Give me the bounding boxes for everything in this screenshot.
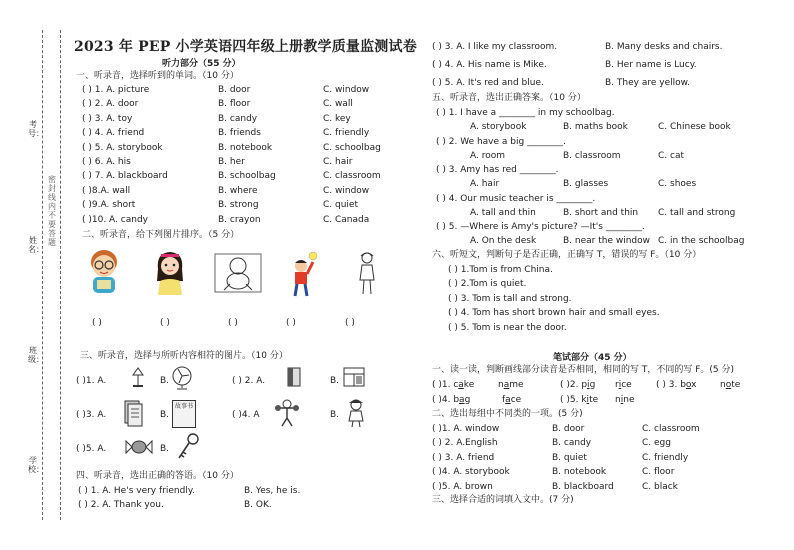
s5-q5-b: B. near the window <box>563 236 650 247</box>
margin-school-label: 学校： <box>28 456 44 474</box>
w2-item-4-c: C. floor <box>642 467 675 478</box>
candy-picture <box>124 438 154 456</box>
s5-q3-c: C. shoes <box>658 179 697 190</box>
s4-q2-b: B. OK. <box>244 500 272 510</box>
fan-picture <box>170 366 194 390</box>
section-4-title: 四、听录音，选出正确的答语。（10 分） <box>76 471 239 481</box>
order-blank-5[interactable]: ( ) <box>345 318 355 328</box>
margin-class-label: 班级： <box>28 346 44 364</box>
w2-item-1-c: C. classroom <box>642 424 700 434</box>
s6-item-4: ( ) 4. Tom has short brown hair and small eyes. <box>448 308 660 319</box>
s5-q1-c: C. Chinese book <box>658 122 731 132</box>
w2-item-3-b: B. quiet <box>552 452 587 463</box>
writing-heading: 笔试部分（45 分） <box>553 353 632 363</box>
s1-item-3-b: B. candy <box>218 113 258 124</box>
s6-item-1: ( ) 1.Tom is from China. <box>448 265 553 275</box>
key-picture <box>174 432 200 462</box>
s1-item-4-b: B. friends <box>218 128 261 139</box>
w2-item-5-b: B. blackboard <box>552 481 614 492</box>
s1-item-7-c: C. classroom <box>323 171 381 182</box>
w2-item-3-a: ( ) 3. A. friend <box>432 452 495 463</box>
s5-q5-c: C. in the schoolbag <box>658 236 745 247</box>
s1-item-2-c: C. wall <box>323 99 353 110</box>
s5-q5-a: A. On the desk <box>470 236 537 247</box>
s1-item-10-a: ( )10. A. candy <box>82 214 148 225</box>
s5-q4-b: B. short and thin <box>563 207 639 218</box>
section-6-title: 六、听短文，判断句子是否正确，正确写 T，错误的写 F。（10 分） <box>432 250 702 260</box>
w2-item-5-c: C. black <box>642 481 678 492</box>
listening-heading: 听力部分（55 分） <box>162 59 241 69</box>
w2-item-2-b: B. candy <box>552 438 592 449</box>
w2-title: 二、选出每组中不同类的一项。(5 分) <box>432 409 583 419</box>
s1-item-5-b: B. notebook <box>218 142 273 153</box>
s5-q1-b: B. maths book <box>563 122 628 132</box>
order-blank-1[interactable]: ( ) <box>92 318 102 328</box>
s4-q3-b: B. Many desks and chairs. <box>605 42 723 52</box>
w2-item-4-b: B. notebook <box>552 467 607 478</box>
w2-item-3-c: C. friendly <box>642 452 689 463</box>
w2-item-1-b: B. door <box>552 424 585 434</box>
order-blank-3[interactable]: ( ) <box>228 318 238 328</box>
s5-q3-b: B. glasses <box>563 179 609 190</box>
section-1-title: 一、听录音，选择听到的单词。（10 分） <box>76 71 239 81</box>
page-title: 2023 年 PEP 小学英语四年级上册教学质量监测试卷 <box>74 39 417 55</box>
s3-q3-b-label: B. <box>160 410 170 420</box>
door-picture <box>284 366 304 388</box>
s1-item-1-a: ( ) 1. A. picture <box>82 85 150 95</box>
s3-q2-b-label: B. <box>330 376 340 386</box>
w1-q2: ( )2. pig <box>560 380 596 390</box>
order-blank-4[interactable]: ( ) <box>286 318 296 328</box>
notebook-pile-picture <box>122 398 144 428</box>
s3-q5-b-label: B. <box>160 444 170 454</box>
boy-with-idea-picture <box>286 250 322 298</box>
s3-q2-label: ( ) 2. A. <box>232 376 266 386</box>
margin-number-label: 考号： <box>28 120 44 138</box>
s1-item-1-c: C. window <box>323 85 370 95</box>
w1-q3-word2: note <box>720 380 741 390</box>
s1-item-8-c: C. window <box>323 185 370 196</box>
s1-item-9-b: B. strong <box>218 200 259 211</box>
s5-q2-a: A. room <box>470 150 506 161</box>
s5-q3: ( ) 3. Amy has red ________. <box>436 165 559 176</box>
s1-item-5-a: ( ) 5. A. storybook <box>82 142 163 153</box>
s5-q1-a: A. storybook <box>470 122 527 132</box>
w3-title: 三、选择合适的词填入文中。(7 分) <box>432 495 574 505</box>
s1-item-8-b: B. where <box>218 185 258 196</box>
w1-q1-word2: name <box>498 380 524 390</box>
s1-item-1-b: B. door <box>218 85 251 95</box>
s1-item-6-a: ( ) 6. A. his <box>82 157 131 167</box>
s4-q1-b: B. Yes, he is. <box>244 486 301 496</box>
s5-q3-a: A. hair <box>470 179 500 190</box>
s1-item-5-c: C. schoolbag <box>323 142 381 153</box>
s1-item-10-c: C. Canada <box>323 214 370 225</box>
storybook-picture <box>172 400 196 428</box>
s6-item-2: ( ) 2.Tom is quiet. <box>448 279 527 290</box>
s3-q4-b-label: B. <box>330 410 340 420</box>
s1-item-3-c: C. key <box>323 113 351 124</box>
s4-q5-b: B. They are yellow. <box>605 78 691 88</box>
s5-q4-c: C. tall and strong <box>658 207 736 218</box>
order-blank-2[interactable]: ( ) <box>160 318 170 328</box>
s1-item-9-a: ( )9.A. short <box>82 200 136 211</box>
s5-q2-b: B. classroom <box>563 150 621 161</box>
s3-q1-label: ( )1. A. <box>76 376 107 386</box>
s1-item-4-c: C. friendly <box>323 128 370 139</box>
boy-with-glasses-picture <box>84 246 124 296</box>
s4-q4-b: B. Her name is Lucy. <box>605 60 697 70</box>
lamp-picture <box>128 366 148 388</box>
section-2-title: 二、听录音，给下列图片排序。（5 分） <box>82 230 240 240</box>
window-picture <box>342 366 366 388</box>
s1-item-6-c: C. hair <box>323 157 353 167</box>
s1-item-4-a: ( ) 4. A. friend <box>82 128 145 139</box>
s1-item-2-a: ( ) 2. A. door <box>82 99 139 110</box>
s5-q1: ( ) 1. I have a ________ in my schoolbag. <box>436 108 615 118</box>
s1-item-8-a: ( )8.A. wall <box>82 185 131 196</box>
w2-item-4-a: ( )4. A. storybook <box>432 467 510 478</box>
s5-q2: ( ) 2. We have a big ________. <box>436 136 566 147</box>
w2-item-5-a: ( )5. A. brown <box>432 481 493 492</box>
w1-q3: ( ) 3. box <box>656 380 697 390</box>
s5-q2-c: C. cat <box>658 150 684 161</box>
section-5-title: 五、听录音，选出正确答案。（10 分） <box>432 93 586 103</box>
s1-item-3-a: ( ) 3. A. toy <box>82 113 133 124</box>
w2-item-2-c: C. egg <box>642 438 671 449</box>
s1-item-6-b: B. her <box>218 157 245 167</box>
s5-q4: ( ) 4. Our music teacher is ________. <box>436 193 596 204</box>
margin-no-answer: 密 封 线 内 不 要 答 题 <box>48 175 56 247</box>
s3-q3-label: ( )3. A. <box>76 410 107 420</box>
storybook-cover-label: 故事书 <box>174 403 193 410</box>
s1-item-7-a: ( ) 7. A. blackboard <box>82 171 168 182</box>
s3-q4-label: ( )4. A <box>232 410 260 420</box>
s4-q2-a: ( ) 2. A. Thank you. <box>78 500 164 510</box>
w1-q5-word2: nine <box>615 395 635 405</box>
w1-q4-word2: face <box>502 395 522 405</box>
w1-q2-word2: rice <box>615 380 632 390</box>
binding-line-inner <box>60 30 61 520</box>
s1-item-9-c: C. quiet <box>323 200 358 211</box>
section-3-title: 三、听录音，选择与所听内容相符的图片。（10 分） <box>80 351 288 361</box>
s1-item-7-b: B. schoolbag <box>218 171 276 182</box>
s3-q1-b-label: B. <box>160 376 170 386</box>
w1-title: 一、读一读，判断画线部分读音是否相同，相同的写 T，不同的写 F。(5 分) <box>432 365 735 375</box>
s5-q4-a: A. tall and thin <box>470 207 536 218</box>
s4-q5-a: ( ) 5. A. It's red and blue. <box>432 78 544 88</box>
s6-item-5: ( ) 5. Tom is near the door. <box>448 322 567 333</box>
s4-q3-a: ( ) 3. A. I like my classroom. <box>432 42 558 52</box>
s3-q5-label: ( )5. A. <box>76 444 107 454</box>
w2-item-1-a: ( )1. A. window <box>432 424 500 434</box>
s6-item-3: ( ) 3. Tom is tall and strong. <box>448 293 572 304</box>
s4-q4-a: ( ) 4. A. His name is Mike. <box>432 60 547 70</box>
w1-q4: ( )4. bag <box>432 395 471 405</box>
s1-item-10-b: B. crayon <box>218 214 261 225</box>
s1-item-2-b: B. floor <box>218 99 251 110</box>
s5-q5: ( ) 5. —Where is Amy's picture? —It's ________. <box>436 222 645 233</box>
binding-line-outer <box>42 30 43 520</box>
toy-cat-picture <box>212 250 264 296</box>
w2-item-2-a: ( ) 2. A.English <box>432 438 498 449</box>
margin-name-label: 姓名： <box>28 236 44 254</box>
girl-cartoon-picture <box>344 398 368 428</box>
girl-picture <box>152 247 188 297</box>
w1-q1: ( )1. cake <box>432 380 475 390</box>
strong-man-picture <box>274 398 300 428</box>
girl-sketch-picture <box>355 250 379 296</box>
s4-q1-a: ( ) 1. A. He's very friendly. <box>78 486 195 496</box>
w1-q5: ( )5. kite <box>560 395 599 405</box>
